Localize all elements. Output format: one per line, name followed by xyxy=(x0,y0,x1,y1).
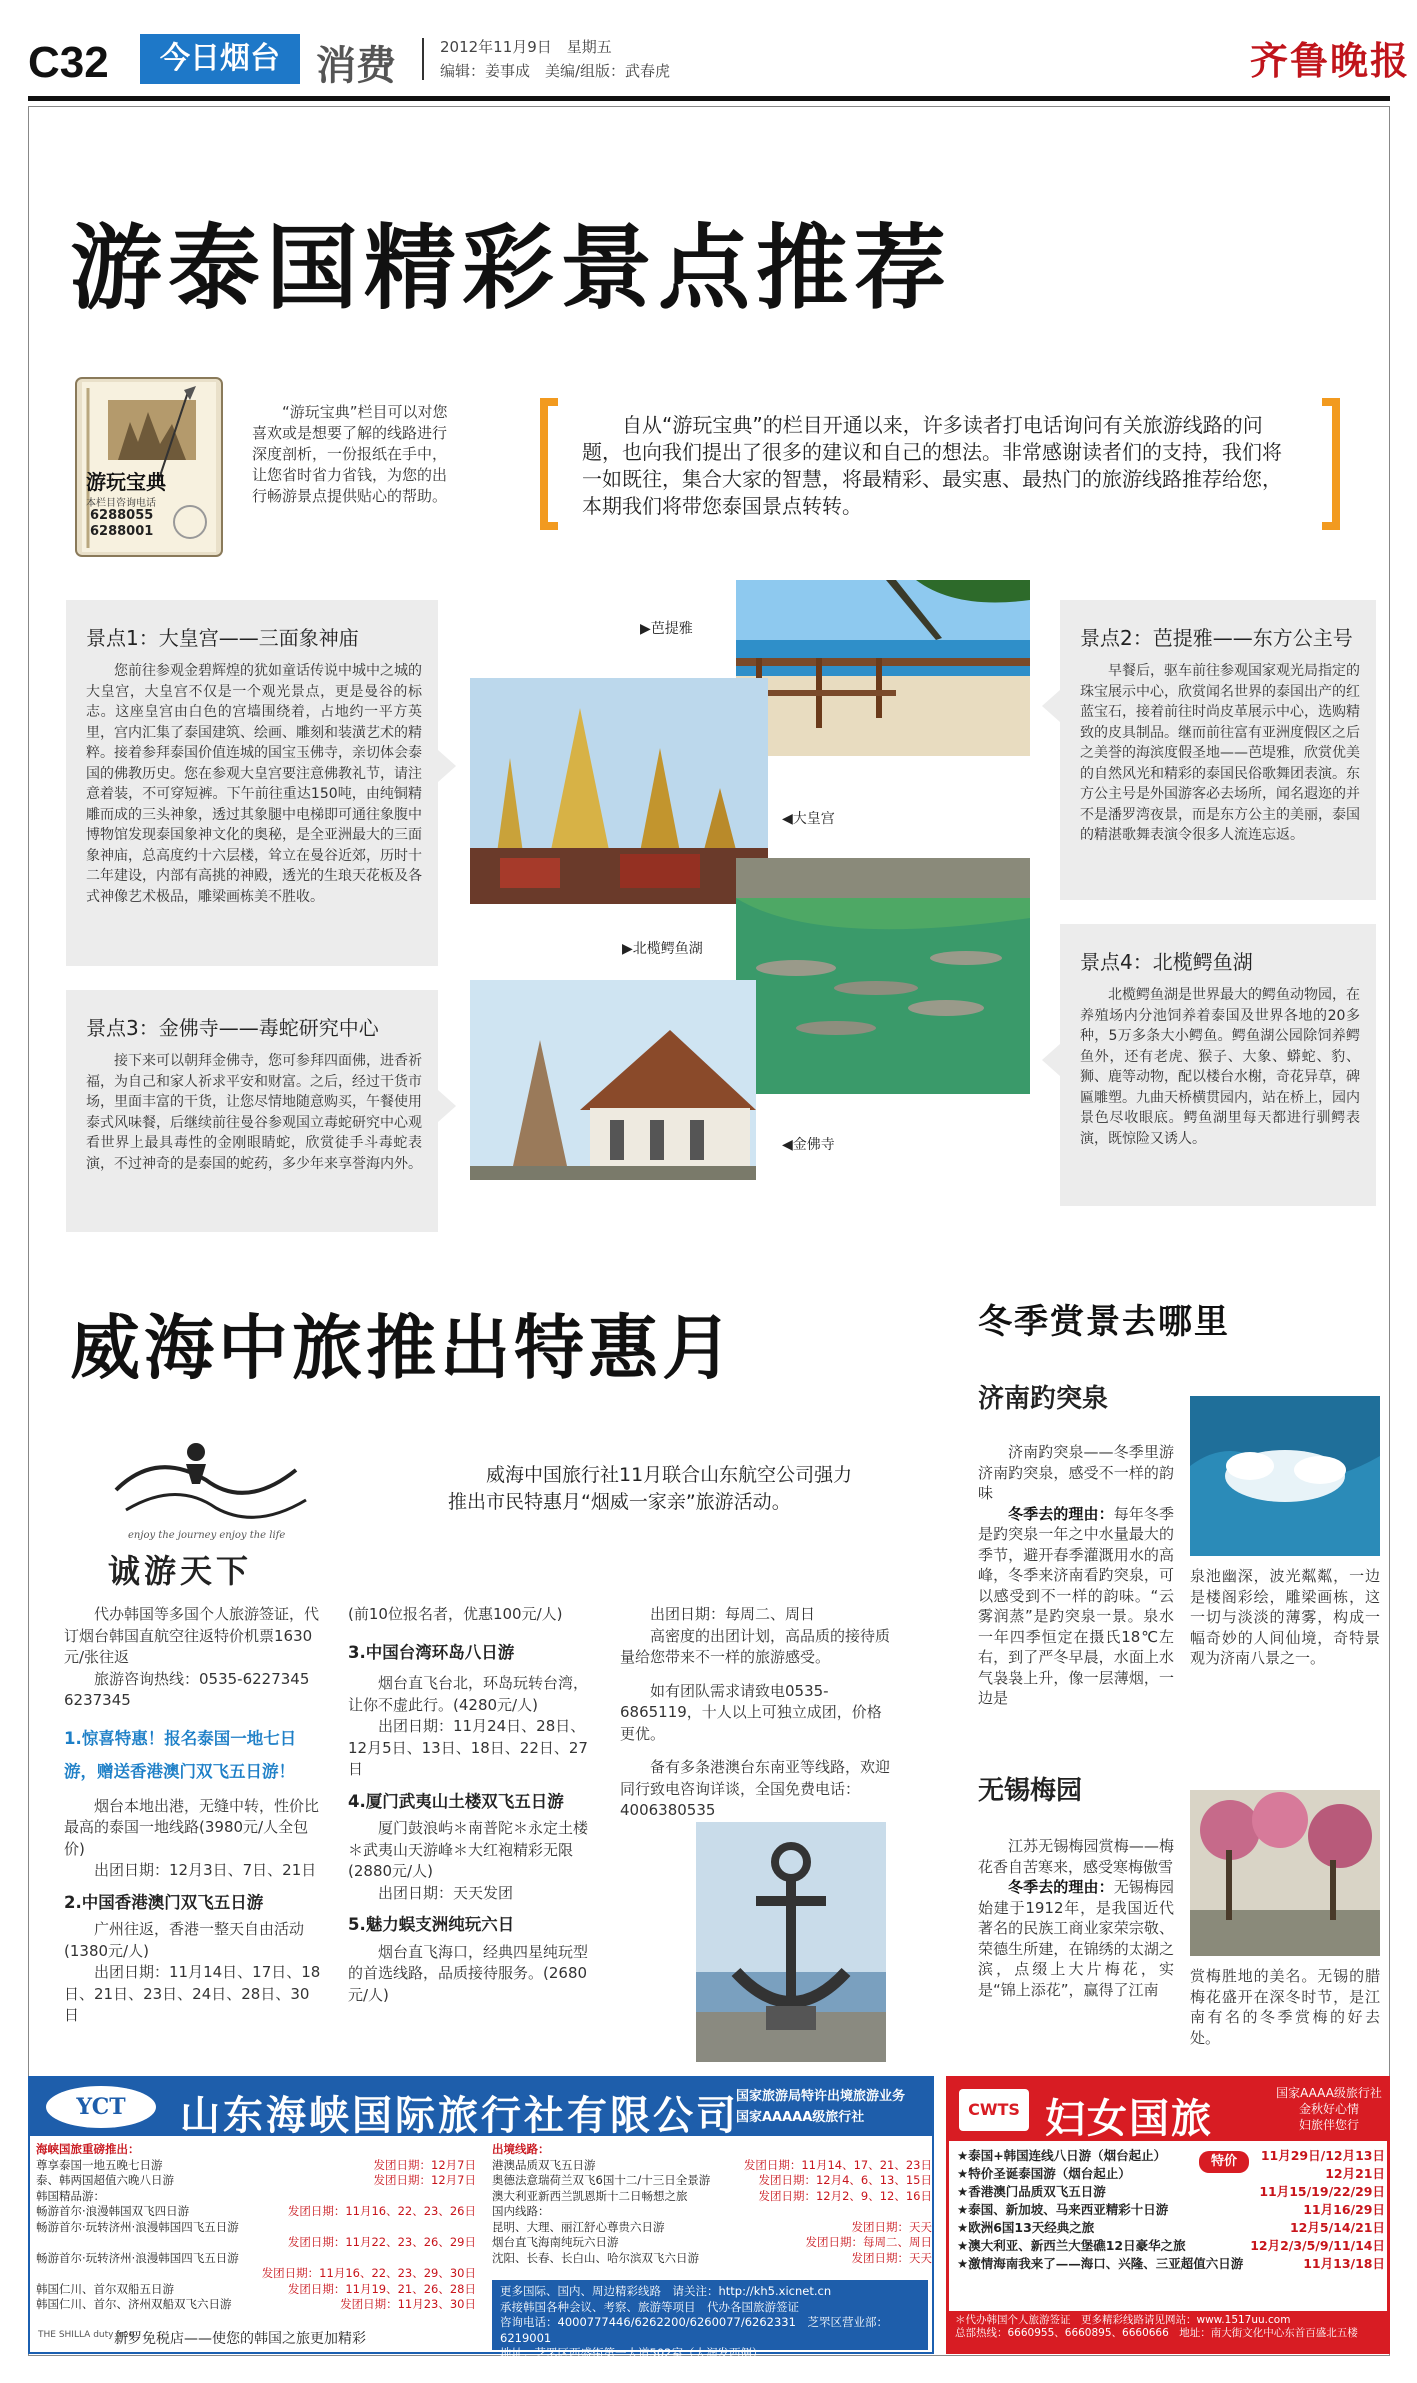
haixia-left-route: 韩国精品游： xyxy=(36,2188,105,2203)
haixia-right-row xyxy=(492,2189,932,2205)
header-divider xyxy=(422,38,424,80)
haixia-right-row xyxy=(492,2173,932,2189)
haixia-left-row xyxy=(36,2251,476,2267)
haixia-right-date: 发团日期：天天 xyxy=(851,2219,932,2234)
spot-1-box xyxy=(66,600,438,966)
wuxi-heading: 无锡梅园 xyxy=(978,1776,1083,1806)
weihai-taiwan-heading: 3.中国台湾环岛八日游 xyxy=(348,1642,515,1662)
women-badge-2: 金秋好心情 xyxy=(1298,2102,1359,2116)
special-price-badge: 特价 xyxy=(1199,2151,1249,2173)
weihai-taiwan-text: 烟台直飞台北，环岛玩转台湾，让你不虚此行。(4280元/人) xyxy=(348,1674,589,1714)
newspaper-logo: 齐鲁晚报 xyxy=(1250,38,1411,83)
haixia-right-date: 发团日期：天天 xyxy=(851,2250,932,2265)
haixia-left-route: 畅游首尔·玩转济州·浪漫韩国四飞五日游 xyxy=(36,2250,239,2265)
haixia-right-list xyxy=(492,2142,932,2266)
haixia-left-row xyxy=(36,2282,476,2298)
women-route-row xyxy=(957,2237,1385,2255)
haixia-left-row xyxy=(36,2266,476,2282)
caption-pattaya: ▶芭提雅 xyxy=(640,621,693,637)
crocodile-lake-photo xyxy=(736,858,1030,1094)
haixia-foot-1: 更多国际、国内、周边精彩线路 请关注：http://kh5.xicnet.cn xyxy=(500,2284,832,2298)
weihai-intro: 威海中国旅行社11月联合山东航空公司强力推出市民特惠月“烟威一家亲”旅游活动。 xyxy=(448,1464,853,1513)
haixia-foot-2: 承接韩国各种会议、考察、旅游等项目 代办各国旅游签证 xyxy=(500,2299,799,2314)
spot-1-title: 景点1：大皇宫——三面象神庙 xyxy=(86,626,359,650)
spot-2-box xyxy=(1060,600,1376,900)
women-route-date: 11月13/18日 xyxy=(1303,2256,1385,2271)
haixia-right-date: 发团日期：每周二、周日 xyxy=(805,2235,932,2249)
women-route-row xyxy=(957,2147,1385,2165)
haixia-travel-ad xyxy=(28,2076,934,2360)
women-travel-ad xyxy=(946,2076,1390,2354)
women-route-row xyxy=(957,2219,1385,2237)
women-route-date: 11月29日/12月13日 xyxy=(1260,2148,1385,2163)
jinan-lead: 济南趵突泉——冬季里游济南趵突泉，感受不一样的韵味 xyxy=(978,1443,1174,1502)
haixia-left-route: 韩国仁川、首尔、济州双船双飞六日游 xyxy=(36,2297,232,2311)
haixia-left-date: 发团日期：12月7日 xyxy=(373,2157,476,2172)
caption-crocodile-lake: ▶北榄鳄鱼湖 xyxy=(622,941,703,957)
women-route-list xyxy=(957,2147,1385,2273)
weihai-column-1 xyxy=(64,1604,325,2027)
women-route-name: ★欧洲6国13天经典之旅 xyxy=(957,2220,1095,2235)
women-route-date: 12月5/14/21日 xyxy=(1289,2220,1385,2235)
spot-1-pointer xyxy=(438,750,456,782)
jinan-text-1: 每年冬季是趵突泉一年之中水量最大的季节，避开春季灌溉用水的高峰，冬季来济南看趵突泉，可以感受到不一样的韵味。“云雾润蒸”是趵突泉一景。泉水一年四季恒定在摄氏18℃左右，到了严冬早晨，水面上水气袅袅上升，像一层薄烟，一边是 xyxy=(978,1504,1174,1707)
haixia-left-row xyxy=(36,2235,476,2251)
haixia-ad-header xyxy=(30,2078,932,2139)
haixia-left-route: 韩国仁川、首尔双船五日游 xyxy=(36,2281,174,2296)
women-travel-name: 妇女国旅 xyxy=(1045,2096,1213,2142)
weihai-wuzhizhou-text: 烟台直飞海口，经典四星纯玩型的首选线路，品质接待服务。(2680元/人) xyxy=(348,1942,589,2004)
pattaya-photo xyxy=(736,580,1030,756)
page-number: C32 xyxy=(28,38,109,87)
spot-3-box xyxy=(66,990,438,1232)
baotu-spring-photo xyxy=(1190,1396,1380,1556)
haixia-left-list xyxy=(36,2142,476,2313)
weihai-column-2 xyxy=(348,1604,594,2006)
book-title: 游玩宝典 xyxy=(86,470,166,494)
intro-box xyxy=(540,398,1340,530)
women-route-row xyxy=(957,2255,1385,2273)
book-phone-1: 6288055 xyxy=(90,508,154,523)
haixia-left-row xyxy=(36,2220,476,2236)
haixia-contact-footer xyxy=(492,2280,928,2360)
jinan-heading: 济南趵突泉 xyxy=(978,1384,1109,1414)
women-route-row xyxy=(957,2165,1385,2183)
haixia-right-date: 发团日期：11月14、17、21、23日 xyxy=(743,2157,932,2172)
spot-2-title: 景点2：芭提雅——东方公主号 xyxy=(1080,626,1353,650)
weihai-taiwan-date: 出团日期：11月24日、28日、12月5日、13日、18日、22日、27日 xyxy=(348,1717,588,1778)
header-rule xyxy=(28,96,1390,101)
haixia-logo: YCT xyxy=(46,2086,156,2128)
weihai-promo-thailand: 1.惊喜特惠！报名泰国一地七日游，赠送香港澳门双飞五日游！ xyxy=(64,1728,297,1781)
women-route-date: 12月21日 xyxy=(1325,2166,1385,2181)
shilla-slogan: 新罗免税店——使您的韩国之旅更加精彩 xyxy=(114,2331,366,2347)
wuxi-text-column xyxy=(978,1836,1174,2000)
jinan-text-2: 泉池幽深，波光粼粼，一边是楼阁彩绘，雕梁画栋，这一切与淡淡的薄雾，构成一幅奇妙的人间仙境，奇特景观为济南八景之一。 xyxy=(1190,1567,1380,1667)
weihai-visa-text: 代办韩国等多国个人旅游签证，代订烟台韩国直航空往返特价机票1630元/张往返 xyxy=(64,1605,320,1666)
haixia-left-route: 尊享泰国一地五晚七日游 xyxy=(36,2157,163,2172)
jinan-reason-label: 冬季去的理由： xyxy=(1008,1504,1114,1523)
haixia-left-route: 畅游首尔·浪漫韩国双飞四日游 xyxy=(36,2204,190,2218)
haixia-right-route: 奥德法意瑞荷兰双飞6国十二/十三日全景游 xyxy=(492,2173,711,2187)
weihai-density-text: 高密度的出团计划，高品质的接待质量给您带来不一样的旅游感受。 xyxy=(620,1626,891,1666)
shilla-brand: THE SHILLA duty free xyxy=(38,2330,135,2340)
women-badge-1: 国家AAAA级旅行社 xyxy=(1276,2086,1382,2100)
weihai-thailand-date: 出团日期：12月3日、7日、21日 xyxy=(94,1861,317,1879)
spot-3-title: 景点3：金佛寺——毒蛇研究中心 xyxy=(86,1016,379,1040)
weihai-xiamen-text: 厦门鼓浪屿＊南普陀＊永定土楼＊武夷山天游峰＊大红袍精彩无限(2880元/人) xyxy=(348,1819,589,1880)
editor-credits: 编辑：姜事成 美编/组版：武春虎 xyxy=(440,62,671,80)
section-name: 消费 xyxy=(316,43,396,89)
book-phone-2: 6288001 xyxy=(90,524,154,539)
weihai-logo-text: 诚游天下 xyxy=(108,1552,253,1590)
haixia-left-row xyxy=(36,2204,476,2220)
wuxi-text-2: 赏梅胜地的美名。无锡的腊梅花盛开在深冬时节，是江南有名的冬季赏梅的好去处。 xyxy=(1190,1967,1380,2047)
spot-4-title: 景点4：北榄鳄鱼湖 xyxy=(1080,950,1253,974)
left-bracket xyxy=(540,398,558,530)
women-route-name: ★香港澳门品质双飞五日游 xyxy=(957,2184,1106,2199)
haixia-badge-1: 国家旅游局特许出境旅游业务 xyxy=(736,2089,906,2104)
wuxi-reason-label: 冬季去的理由： xyxy=(1008,1878,1114,1896)
women-route-name: ★特价圣诞泰国游（烟台起止） xyxy=(957,2166,1131,2181)
spot-3-text: 接下来可以朝拜金佛寺，您可参拜四面佛，进香祈福，为自己和家人祈求平安和财富。之后，经过干货市场，里面丰富的干货，让您尽情地随意购买，午餐使用泰式风味餐，后继续前往曼谷参观国立毒蛇研究中心观看世界上最具毒性的金刚眼睛蛇，欣赏徒手斗毒蛇表演，不过神奇的是泰国的蛇药，多少年来享誉海内外。 xyxy=(86,1053,422,1172)
haixia-left-date: 发团日期：11月23、30日 xyxy=(340,2297,476,2311)
spot-2-text: 早餐后，驱车前往参观国家观光局指定的珠宝展示中心，欣赏闻名世界的泰国出产的红蓝宝石，接着前往时尚皮革展示中心，选购精致的皮具制品。继而前往富有亚洲度假区之后之美誉的海滨度假圣地——芭堤雅，欣赏优美的自然风光和精彩的泰国民俗歌舞团表演。东方公主号是外国游客必去场所，闻名遐迩的并不是潘罗湾夜景，而是东方公主的美丽，泰国的精湛歌舞表演令很多人流连忘返。 xyxy=(1080,663,1360,843)
haixia-right-route: 昆明、大理、丽江舒心尊贵六日游 xyxy=(492,2219,665,2234)
haixia-badges xyxy=(736,2086,905,2128)
issue-date: 2012年11月9日 星期五 xyxy=(440,38,612,56)
women-ad-header xyxy=(949,2079,1387,2141)
jinan-text-column xyxy=(978,1442,1174,1709)
haixia-left-route: 泰、韩两国超值六晚八日游 xyxy=(36,2173,174,2187)
main-headline: 游泰国精彩景点推荐 xyxy=(70,215,953,322)
haixia-badge-2: 国家AAAAA级旅行社 xyxy=(736,2110,865,2125)
wuxi-plum-garden-photo xyxy=(1190,1790,1380,1956)
haixia-right-date: 发团日期：12月4、6、13、15日 xyxy=(758,2173,932,2187)
wuxi-text-1: 无锡梅园始建于1912年，是我国近代著名的民族工商业家荣宗敬、荣德生所建，在锦绣的太湖之滨，点缀上大片梅花，实是“锦上添花”，赢得了江南 xyxy=(978,1878,1174,1999)
haixia-right-route: 沈阳、长春、长白山、哈尔滨双飞六日游 xyxy=(492,2250,699,2265)
haixia-left-route: 畅游首尔·玩转济州·浪漫韩国四飞五日游 xyxy=(36,2219,239,2234)
weihai-early-discount: (前10位报名者，优惠100元/人) xyxy=(348,1605,563,1623)
women-badges xyxy=(1275,2085,1383,2133)
grand-palace-photo xyxy=(470,678,768,904)
wuxi-lead: 江苏无锡梅园赏梅——梅花香自苦寒来，感受寒梅傲雪 xyxy=(978,1837,1174,1876)
haixia-right-row xyxy=(492,2158,932,2174)
women-route-name: ★泰国+韩国连线八日游（烟台起止） xyxy=(957,2148,1167,2163)
women-route-date: 11月16/29日 xyxy=(1303,2202,1385,2217)
book-hotline-label: 本栏目咨询电话 xyxy=(86,498,156,509)
haixia-right-row xyxy=(492,2251,932,2267)
haixia-right-row xyxy=(492,2220,932,2236)
haixia-left-row xyxy=(36,2189,476,2205)
haixia-left-row xyxy=(36,2297,476,2313)
book-intro-text: “游玩宝典”栏目可以对您喜欢或是想要了解的线路进行深度剖析，一份报纸在手中，让您省时省力省钱，为您的出行畅游景点提供贴心的帮助。 xyxy=(252,403,448,505)
haixia-left-row xyxy=(36,2158,476,2174)
haixia-foot-3: 咨询电话：4000777446/6262200/6260077/6262331 芝罘区营业部：6219001 xyxy=(500,2315,888,2345)
anchor-photo xyxy=(696,1822,886,2062)
weihai-headline: 威海中旅推出特惠月 xyxy=(70,1307,736,1389)
haixia-foot-4: 地址：芝罘区西盛街第一大道502室（大润发西侧） xyxy=(500,2346,764,2360)
weihai-logo-script: enjoy the journey enjoy the life xyxy=(128,1530,286,1541)
women-route-row xyxy=(957,2183,1385,2201)
haixia-right-date: 发团日期：12月2、9、12、16日 xyxy=(758,2188,932,2203)
weihai-hotline: 旅游咨询热线：0535-6227345 6237345 xyxy=(64,1669,325,1709)
women-route-name: ★澳大利亚、新西兰大堡礁12日豪华之旅 xyxy=(957,2238,1186,2253)
spot-4-text: 北榄鳄鱼湖是世界最大的鳄鱼动物园，在养殖场内分池饲养着泰国及世界各地的20多种，5万多条大小鳄鱼。鳄鱼湖公园除饲养鳄鱼外，还有老虎、猴子、大象、蟒蛇、豹、狮、鹿等动物，配以楼台水榭，奇花异草，碑匾雕塑。九曲天桥横贯园内，站在桥上，园内景色尽收眼底。鳄鱼湖里每天都进行驯鳄表演，既惊险又诱人。 xyxy=(1080,987,1360,1147)
haixia-left-date: 发团日期：11月22、23、26、29日 xyxy=(287,2235,476,2249)
weihai-wuzhizhou-heading: 5.魅力蜈支洲纯玩六日 xyxy=(348,1915,515,1934)
spot-4-pointer xyxy=(1042,1044,1060,1076)
weihai-sanya-date: 出团日期：每周二、周日 xyxy=(650,1605,816,1623)
weihai-thailand-text: 烟台本地出港，无缝中转，性价比最高的泰国一地线路(3980元/人全包价) xyxy=(64,1796,320,1858)
caption-grand-palace: ◀大皇宫 xyxy=(782,811,835,827)
spot-3-pointer xyxy=(438,1090,456,1122)
haixia-right-row xyxy=(492,2204,932,2220)
haixia-left-date: 发团日期：11月19、21、26、28日 xyxy=(287,2281,476,2296)
women-badge-3: 妇旅伴您行 xyxy=(1298,2118,1359,2132)
weihai-hk-macau-heading: 2.中国香港澳门双飞五日游 xyxy=(64,1892,264,1912)
intro-text: 自从“游玩宝典”的栏目开通以来，许多读者打电话询问有关旅游线路的问题，也向我们提出了很多的建议和自己的想法。非常感谢读者们的支持，我们将一如既往，集合大家的智慧，将最精彩、最实惠、最热门的旅游线路推荐给您，本期我们将带您泰国景点转转。 xyxy=(582,413,1282,518)
haixia-right-route: 烟台直飞海南纯玩六日游 xyxy=(492,2235,619,2249)
haixia-right-route: 国内线路： xyxy=(492,2204,550,2218)
haixia-right-route: 港澳品质双飞五日游 xyxy=(492,2157,596,2172)
haixia-right-row xyxy=(492,2235,932,2251)
haixia-left-row xyxy=(36,2173,476,2189)
spot-2-pointer xyxy=(1042,690,1060,722)
weihai-xiamen-heading: 4.厦门武夷山土楼双飞五日游 xyxy=(348,1791,564,1811)
caption-golden-buddha-temple: ◀金佛寺 xyxy=(782,1137,835,1153)
women-foot-2: 总部热线：6660955、6660895、6660666 地址：南大街文化中心东首百盛北五楼 xyxy=(955,2327,1358,2339)
women-contact-footer xyxy=(949,2311,1387,2351)
women-foot-1: ＊代办韩国个人旅游签证 更多精彩线路请见网站：www.1517uu.com xyxy=(955,2314,1291,2326)
weihai-group-text: 如有团队需求请致电0535-6865119，十人以上可独立成团，价格更优。 xyxy=(620,1681,882,1743)
haixia-left-date: 发团日期：11月16、22、23、26日 xyxy=(287,2204,476,2218)
winter-headline: 冬季赏景去哪里 xyxy=(978,1302,1230,1342)
weihai-xiamen-date: 出团日期：天天发团 xyxy=(378,1883,514,1902)
golden-buddha-temple-photo xyxy=(470,980,756,1180)
haixia-left-heading: 海峡国旅重磅推出： xyxy=(36,2142,140,2156)
spot-1-text: 您前往参观金碧辉煌的犹如童话传说中城中之城的大皇宫，大皇宫不仅是一个观光景点，更是曼谷的标志。这座皇宫由白色的宫墙围绕着，占地约一平方英里，宫内汇集了泰国建筑、绘画、雕刻和装潢艺术的精粹。接着参拜泰国价值连城的国宝玉佛寺，亲切体会泰国的佛教历史。您在参观大皇宫要注意佛教礼节，请注意着装，不可穿短裤。下午前往重达150吨，由纯铜精雕而成的三头神象，透过其象腿中电梯即可通往象腹中博物馆发现泰国象神文化的奥秘，是全亚洲最大的三面象神庙，总高度约十六层楼，耸立在曼谷近郊，历时十二年建设，内部有高挑的神殿，透光的生琅天花板及各式神像艺术极品，雕梁画栋美不胜收。 xyxy=(86,663,422,905)
weihai-hk-macau-text: 广州往返，香港一整天自由活动(1380元/人) xyxy=(64,1920,305,1960)
cwts-logo: CWTS xyxy=(959,2089,1029,2131)
section-tag: 今日烟台 xyxy=(140,34,300,84)
haixia-left-date: 发团日期：11月16、22、23、29、30日 xyxy=(261,2266,476,2280)
women-route-date: 12月2/3/5/9/11/14日 xyxy=(1250,2238,1385,2253)
weihai-column-3 xyxy=(620,1604,892,1822)
women-route-name: ★泰国、新加坡、马来西亚精彩十日游 xyxy=(957,2202,1169,2217)
weihai-routes-text: 备有多条港澳台东南亚等线路，欢迎同行致电咨询详谈，全国免费电话：4006380535 xyxy=(620,1758,891,1819)
spot-4-box xyxy=(1060,924,1376,1206)
haixia-right-heading: 出境线路： xyxy=(492,2142,550,2156)
haixia-left-date: 发团日期：12月7日 xyxy=(373,2173,476,2187)
women-route-row xyxy=(957,2201,1385,2219)
haixia-company-name: 山东海峡国际旅行社有限公司 xyxy=(180,2093,739,2139)
right-bracket xyxy=(1322,398,1340,530)
weihai-hk-macau-date: 出团日期：11月14日、17日、18日、21日、23日、24日、28日、30日 xyxy=(64,1963,321,2024)
women-route-date: 11月15/19/22/29日 xyxy=(1259,2184,1385,2199)
haixia-right-route: 澳大利亚新西兰凯恩斯十二日畅想之旅 xyxy=(492,2188,688,2203)
women-route-name: ★激情海南我来了——海口、兴隆、三亚超值六日游 xyxy=(957,2256,1244,2271)
